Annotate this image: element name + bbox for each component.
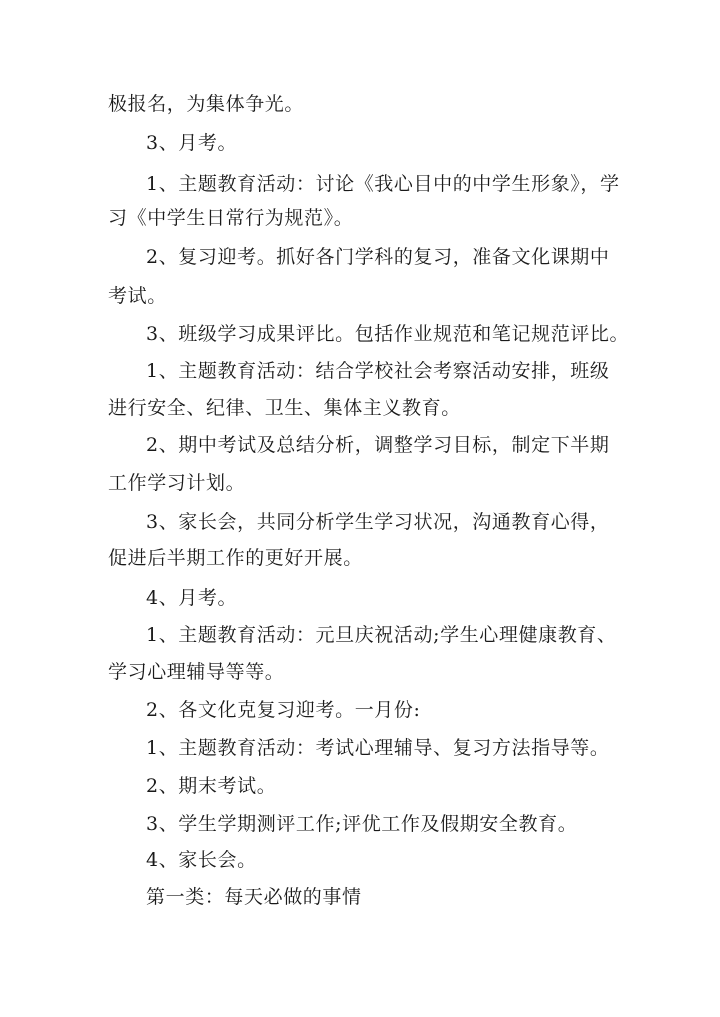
text-line: 进行安全、纪律、卫生、集体主义教育。: [108, 397, 461, 419]
text-line: 考试。: [108, 285, 167, 307]
text-line: 3、家长会，共同分析学生学习状况，沟通教育心得，: [146, 511, 610, 533]
text-line: 极报名，为集体争光。: [108, 93, 305, 115]
text-line: 2、期末考试。: [146, 775, 277, 797]
text-line: 2、期中考试及总结分析，调整学习目标，制定下半期: [146, 434, 610, 456]
text-line: 2、复习迎考。抓好各门学科的复习，准备文化课期中: [146, 246, 610, 268]
text-line: 3、月考。: [146, 132, 238, 154]
text-line: 1、主题教育活动：元旦庆祝活动;学生心理健康教育、: [146, 624, 617, 646]
text-line: 3、学生学期测评工作;评优工作及假期安全教育。: [146, 813, 578, 835]
text-line: 4、月考。: [146, 587, 238, 609]
text-line: 3、班级学习成果评比。包括作业规范和笔记规范评比。: [146, 323, 630, 345]
text-line: 促进后半期工作的更好开展。: [108, 547, 363, 569]
text-line: 习《中学生日常行为规范》。: [108, 207, 354, 229]
text-line: 1、主题教育活动：讨论《我心目中的中学生形象》，学: [146, 173, 620, 195]
text-line: 2、各文化克复习迎考。一月份:: [146, 699, 421, 721]
text-line: 1、主题教育活动：考试心理辅导、复习方法指导等。: [146, 737, 610, 759]
text-line: 学习心理辅导等等。: [108, 661, 285, 683]
text-line: 1、主题教育活动：结合学校社会考察活动安排，班级: [146, 360, 610, 382]
text-line: 工作学习计划。: [108, 472, 246, 494]
text-line: 4、家长会。: [146, 849, 257, 871]
text-line: 第一类：每天必做的事情: [146, 886, 362, 908]
